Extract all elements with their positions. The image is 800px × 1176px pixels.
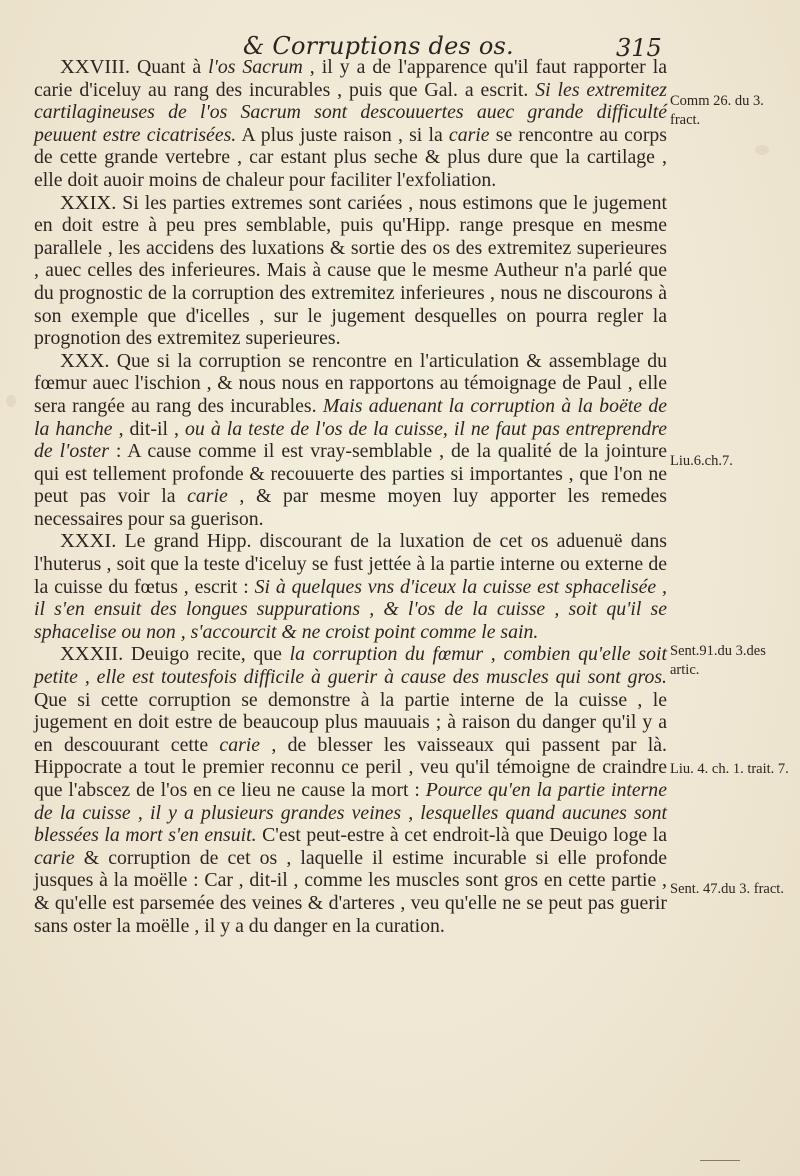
- paragraph-number: XXXII.: [60, 643, 124, 666]
- paragraph: [34, 643, 667, 937]
- text-run: & corruption de cet os , laquelle il estime incurable si elle profonde jusques à la moëlle : Car , dit-il , comme les muscles sont gros en cette partie , & qu'elle est parsemée des veines & d'arteres , veu qu'elle ne se peut pas guerir sans oster la moëlle , il y a du danger en la curation.: [34, 846, 667, 937]
- edge-mark: [700, 1160, 740, 1161]
- paragraph: [34, 530, 667, 643]
- quoted-passage: Mais aduenant la corruption à la boëte de la hanche: [34, 394, 667, 440]
- text-run: Quant à: [130, 56, 209, 78]
- text-run: Le grand Hipp. discourant de la luxation de cet os aduenuë dans l'huterus , soit que la teste d'iceluy se fust jettée à la partie interne ou externe de la cuisse du fœtus , escrit :: [34, 530, 667, 598]
- text-run: Que si cette corruption se demonstre à la partie interne de la cuisse , le jugement en doit estre de beaucoup plus mauuais ; à raison du danger qu'il y a en descouurant cette: [34, 688, 667, 756]
- paragraph: [34, 350, 667, 531]
- text-run: , & par mesme moyen luy apporter les remedes necessaires pour sa guerison.: [34, 485, 667, 530]
- quoted-passage: Si à quelques vns d'iceux la cuisse est sphacelisée , il s'en ensuit des longues suppurations , & l'os de la cuisse , soit qu'il se sphacelise ou non , s'accourcit & ne croist point comme le sain.: [34, 575, 667, 643]
- paragraph-number: XXVIII.: [60, 56, 131, 78]
- quoted-passage: l'os Sacrum: [208, 56, 303, 78]
- margin-note: Liu.6.ch.7.: [670, 453, 733, 469]
- text-run: , il y a de l'apparence qu'il faut rapporter la carie d'iceluy au rang des incurables , puis que Gal. a escrit.: [34, 56, 667, 101]
- text-run: Si les parties extremes sont cariées , nous estimons que le jugement en doit estre à peu pres semblable, puis qu'Hipp. range presque en mesme parallele , les accidens des luxations & sortie des os des extremitez superieures , auec celles des inferieures. Mais à cause que le mesme Autheur n'a parlé que du prognostic de la corruption des extremitez inferieures , nous ne discourons à son exemple que d'icelles , sur le jugement desquelles on pourra regler la prognotion des extremitez superieures.: [34, 191, 667, 350]
- quoted-passage: Pource qu'en la partie interne de la cuisse , il y a plusieurs grandes veines , lesquelles quand aucunes sont blessées la mort s'en ensuit.: [34, 779, 667, 847]
- quoted-passage: carie: [34, 846, 75, 869]
- text-run: , dit-il ,: [112, 417, 186, 440]
- body-text: [34, 56, 667, 937]
- paragraph: [34, 192, 667, 350]
- text-run: : A cause comme il est vray-semblable , de la qualité de la jointure qui est tellement profonde & recouuerte des parties si importantes , que l'on ne peut pas voir la: [34, 440, 667, 508]
- paragraph: [34, 56, 667, 192]
- margin-note: Sent. 47.du 3. fract.: [670, 881, 784, 897]
- text-run: se rencontre au corps de cette grande vertebre , car estant plus seche & plus dure que la cartilage , elle doit auoir moins de chaleur pour faciliter l'exfoliation.: [34, 123, 667, 191]
- margin-note: Comm 26. du 3. fract.: [670, 93, 764, 128]
- quoted-passage: carie: [219, 733, 261, 756]
- quoted-passage: Si les extremitez cartilagineuses de l'os Sacrum sont descouuertes auec grande difficulté peuuent estre cicatrisées.: [34, 78, 667, 146]
- margin-note: Sent.91.du 3.des artic.: [670, 643, 766, 678]
- text-run: Deuigo recite, que: [123, 643, 290, 666]
- quoted-passage: carie: [448, 123, 490, 146]
- ink-stain: [6, 395, 16, 407]
- paragraph-number: XXXI.: [60, 530, 117, 553]
- quoted-passage: carie: [187, 485, 228, 508]
- text-run: C'est peut-estre à cet endroit-là que Deuigo loge la: [256, 824, 667, 847]
- quoted-passage: ou à la teste de l'os de la cuisse, il ne faut pas entreprendre de l'oster: [34, 417, 667, 463]
- ink-stain: [755, 145, 769, 155]
- margin-note: Liu. 4. ch. 1. trait. 7.: [670, 761, 789, 777]
- text-run: Que si la corruption se rencontre en l'articulation & assemblage du fœmur auec l'ischion , & nous nous en rapportons au témoignage de Paul , elle sera rangée au rang des incurables.: [34, 349, 667, 417]
- running-title: & Corruptions des os.: [243, 32, 514, 60]
- quoted-passage: la corruption du fœmur , combien qu'elle soit petite , elle est toutesfois difficile à guerir à cause des muscles qui sont gros.: [34, 643, 667, 689]
- text-run: A plus juste raison , si la: [236, 123, 449, 146]
- text-run: , de blesser les vaisseaux qui passent par là. Hippocrate a tout le premier reconnu ce peril , veu qu'il témoigne de craindre que l'abscez de l'os en ce lieu ne cause la mort :: [34, 733, 667, 801]
- page-number: 315: [616, 34, 662, 62]
- paragraph-number: XXIX.: [60, 191, 117, 214]
- paragraph-number: XXX.: [60, 349, 110, 372]
